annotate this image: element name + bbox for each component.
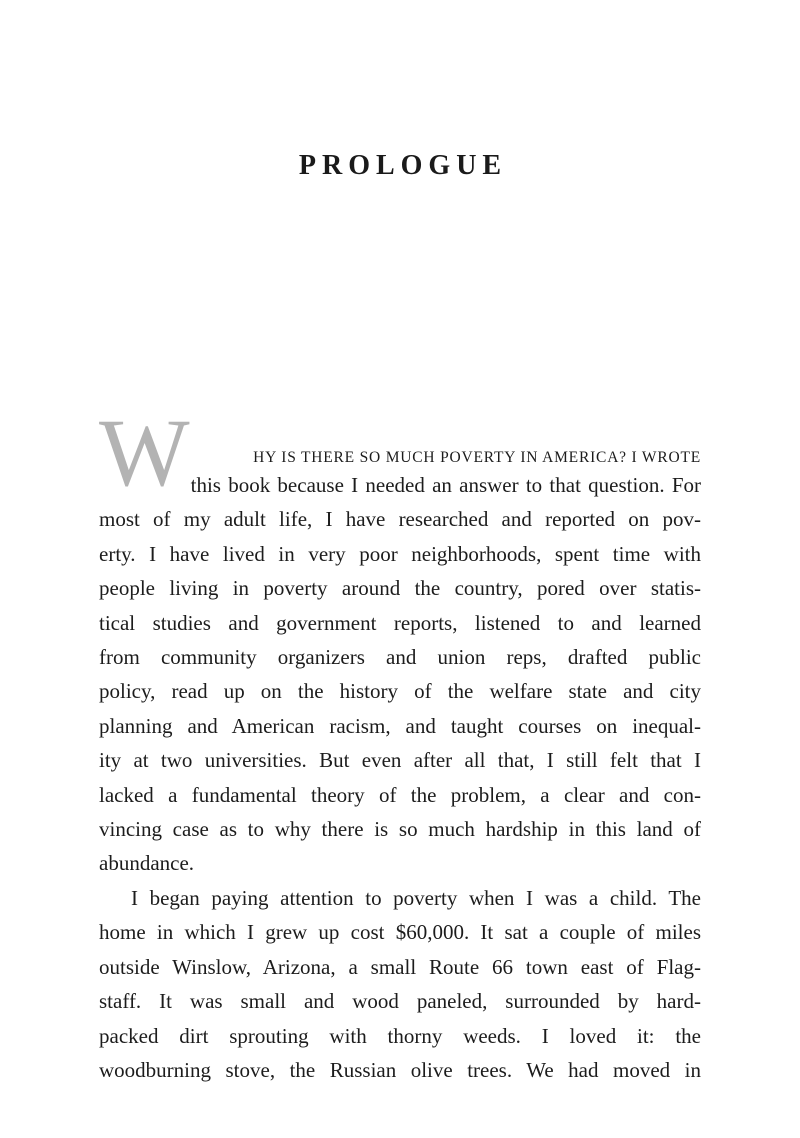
text-line: abundance. bbox=[99, 851, 195, 876]
text-line: I began paying attention to poverty when I was a child. The bbox=[131, 885, 701, 910]
text-line: packed dirt sprouting with thorny weeds. I loved it: the bbox=[99, 1023, 701, 1048]
text-line: staff. It was small and wood paneled, surrounded by hard- bbox=[99, 989, 701, 1014]
drop-cap: W bbox=[99, 399, 190, 506]
text-line: erty. I have lived in very poor neighborhoods, spent time with bbox=[99, 541, 701, 566]
text-line: ity at two universities. But even after all that, I still felt that I bbox=[99, 748, 701, 773]
text-line: outside Winslow, Arizona, a small Route 66 town east of Flag- bbox=[99, 954, 701, 979]
text-line: from community organizers and union reps, drafted public bbox=[99, 645, 701, 670]
text-line: lacked a fundamental theory of the problem, a clear and con- bbox=[99, 782, 701, 807]
paragraph-2 bbox=[99, 881, 701, 1087]
text-line: tical studies and government reports, listened to and learned bbox=[99, 610, 701, 635]
opening-small-caps-line: HY IS THERE SO MUCH POVERTY IN AMERICA? I WROTE bbox=[253, 449, 701, 466]
text-line: this book because I needed an answer to that question. For bbox=[190, 473, 701, 497]
text-line: woodburning stove, the Russian olive trees. We had moved in bbox=[99, 1057, 701, 1082]
text-line: home in which I grew up cost $60,000. It sat a couple of miles bbox=[99, 920, 701, 945]
text-line: policy, read up on the history of the welfare state and city bbox=[99, 679, 701, 704]
text-line: vincing case as to why there is so much hardship in this land of bbox=[99, 817, 701, 842]
text-line: planning and American racism, and taught courses on inequal- bbox=[99, 713, 701, 738]
text-line: most of my adult life, I have researched and reported on pov- bbox=[99, 507, 701, 532]
text-line: people living in poverty around the country, pored over statis- bbox=[99, 576, 701, 601]
prologue-body-text bbox=[99, 399, 701, 1087]
chapter-title: PROLOGUE bbox=[298, 150, 508, 181]
paragraph-1 bbox=[99, 468, 701, 881]
